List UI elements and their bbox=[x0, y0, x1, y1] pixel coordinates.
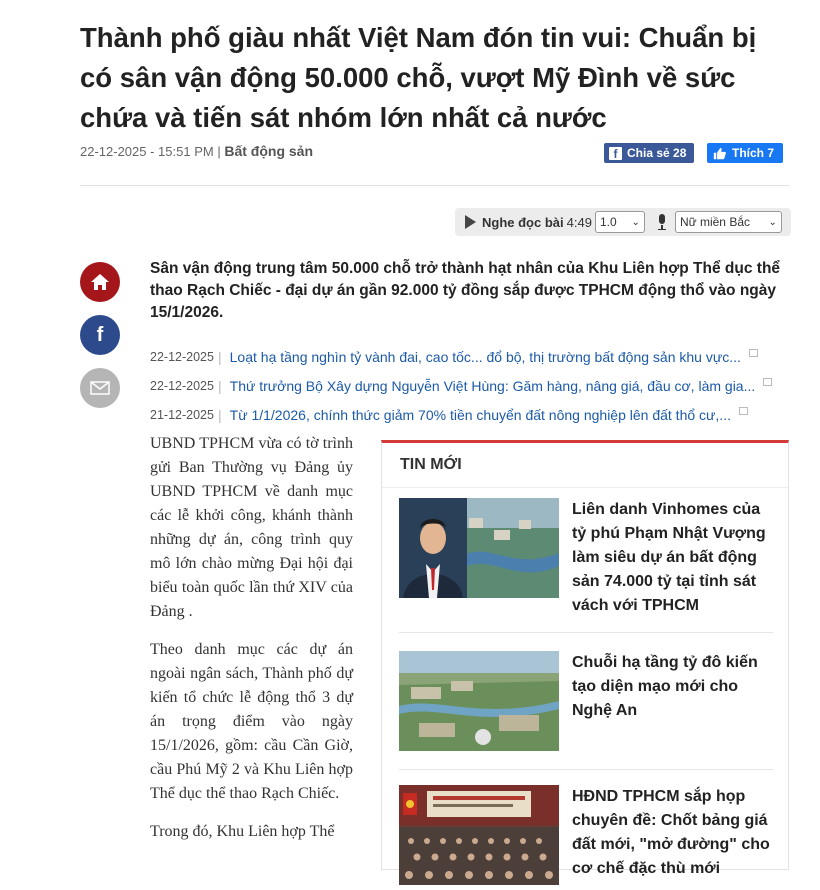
audio-duration: 4:49 bbox=[566, 214, 592, 230]
email-share-circle[interactable] bbox=[80, 368, 120, 408]
body-paragraph: Theo danh mục các dự án ngoài ngân sách, Thành phố dự kiến tổ chức lễ động thổ 3 dự án trọng điểm vào ngày 15/1/2026, gồm: cầu Cần Giờ, cầu Phú Mỹ 2 và Khu Liên hợp Thể dục thể thao Rạch Chiếc. bbox=[150, 641, 353, 802]
latest-news-box bbox=[381, 440, 789, 877]
home-button[interactable] bbox=[80, 262, 120, 302]
latest-news-heading: TIN MỚI bbox=[400, 456, 462, 473]
related-item bbox=[150, 400, 790, 429]
chevron-down-icon: ⌄ bbox=[768, 217, 777, 228]
news-title[interactable]: Chuỗi hạ tầng tỷ đô kiến tạo diện mạo mới cho Nghệ An bbox=[572, 654, 758, 719]
like-label: Thích 7 bbox=[732, 146, 775, 160]
meta-separator: | bbox=[217, 144, 221, 159]
external-link-icon[interactable] bbox=[749, 349, 758, 357]
body-paragraph: Trong đó, Khu Liên hợp Thể bbox=[150, 823, 335, 840]
voice-select[interactable] bbox=[675, 211, 782, 233]
related-item bbox=[150, 371, 790, 400]
facebook-like-button[interactable] bbox=[707, 143, 783, 163]
speed-select[interactable] bbox=[595, 211, 645, 233]
microphone-icon bbox=[657, 214, 667, 230]
article-body bbox=[150, 432, 353, 858]
related-separator: | bbox=[218, 406, 222, 423]
news-thumbnail[interactable] bbox=[399, 785, 559, 885]
facebook-share-circle[interactable] bbox=[80, 315, 120, 355]
share-label: Chia sẻ 28 bbox=[627, 146, 687, 160]
news-thumbnail[interactable] bbox=[399, 651, 559, 751]
facebook-icon: f bbox=[609, 147, 622, 160]
facebook-icon: f bbox=[96, 323, 104, 346]
related-separator: | bbox=[218, 348, 222, 365]
header-divider bbox=[80, 185, 790, 186]
play-icon[interactable] bbox=[465, 215, 476, 229]
news-item[interactable] bbox=[399, 785, 775, 885]
news-title[interactable]: HĐND TPHCM sắp họp chuyên đề: Chốt bảng giá đất mới, "mở đường" cho cơ chế đặc thù mới bbox=[572, 788, 770, 877]
related-link[interactable]: Loạt hạ tầng nghìn tỷ vành đai, cao tốc... đổ bộ, thị trường bất động sản khu vực... bbox=[229, 348, 741, 365]
related-link[interactable]: Thứ trưởng Bộ Xây dựng Nguyễn Việt Hùng: Găm hàng, nâng giá, đầu cơ, làm gia... bbox=[229, 377, 756, 394]
home-icon bbox=[90, 273, 110, 291]
voice-value: Nữ miền Bắc bbox=[679, 215, 750, 229]
related-date: 22-12-2025 bbox=[150, 349, 214, 364]
thumbs-up-icon bbox=[713, 147, 726, 160]
category-link[interactable]: Bất động sản bbox=[224, 143, 314, 159]
speed-value: 1.0 bbox=[599, 215, 617, 229]
publish-datetime: 22-12-2025 - 15:51 PM bbox=[80, 144, 214, 159]
share-sidebar bbox=[80, 262, 120, 421]
chevron-down-icon: ⌄ bbox=[631, 217, 640, 228]
news-item[interactable] bbox=[399, 651, 775, 751]
audio-player bbox=[455, 208, 791, 236]
related-date: 22-12-2025 bbox=[150, 378, 214, 393]
related-item bbox=[150, 342, 790, 371]
article-meta bbox=[80, 143, 313, 159]
news-title[interactable]: Liên danh Vinhomes của tỷ phú Phạm Nhật Vượng làm siêu dự án bất động sản 74.000 tỷ tại tỉnh sát vách với TPHCM bbox=[572, 501, 766, 614]
related-date: 21-12-2025 bbox=[150, 407, 214, 422]
body-paragraph: UBND TPHCM vừa có tờ trình gửi Ban Thường vụ Đảng ủy UBND TPHCM về danh mục các lễ khởi công, khánh thành những dự án, công trình quy mô lớn chào mừng Đại hội đại biểu toàn quốc lần thứ XIV của Đảng . bbox=[150, 435, 353, 620]
related-separator: | bbox=[218, 377, 222, 394]
article-sapo: Sân vận động trung tâm 50.000 chỗ trở thành hạt nhân của Khu Liên hợp Thể dục thể thao Rạch Chiếc - đại dự án gần 92.000 tỷ đồng sắp được TPHCM động thổ vào ngày 15/1/2026. bbox=[150, 260, 781, 321]
external-link-icon[interactable] bbox=[763, 378, 772, 386]
article-title: Thành phố giàu nhất Việt Nam đón tin vui: Chuẩn bị có sân vận động 50.000 chỗ, vượt Mỹ Đình về sức chứa và tiến sát nhóm lớn nhất cả nước bbox=[80, 22, 757, 133]
facebook-share-button[interactable] bbox=[604, 143, 694, 163]
news-item[interactable] bbox=[399, 498, 775, 618]
external-link-icon[interactable] bbox=[739, 407, 748, 415]
mail-icon bbox=[90, 381, 110, 395]
related-link[interactable]: Từ 1/1/2026, chính thức giảm 70% tiền chuyển đất nông nghiệp lên đất thổ cư,... bbox=[229, 406, 731, 423]
related-links bbox=[150, 342, 790, 429]
audio-label[interactable]: Nghe đọc bài bbox=[482, 214, 564, 230]
news-thumbnail[interactable] bbox=[399, 498, 559, 598]
